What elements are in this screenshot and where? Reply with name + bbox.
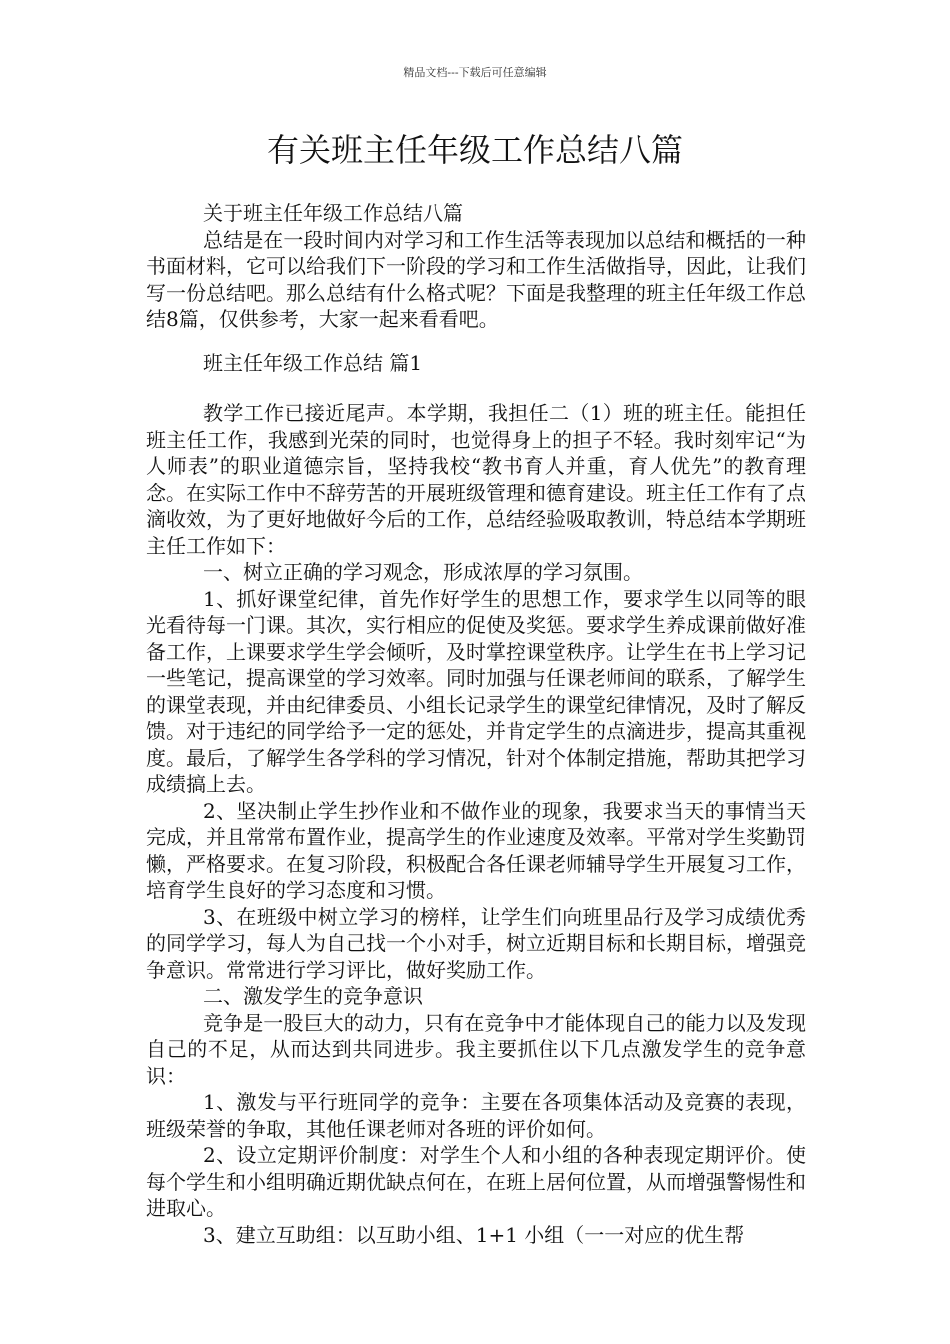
body-heading-1: 一、树立正确的学习观念，形成浓厚的学习氛围。 <box>203 560 643 584</box>
body-paragraph: 2、设立定期评价制度：对学生个人和小组的各种表现定期评价。使每个学生和小组明确近期优缺点何在，在班上居何位置，从而增强警惕性和进取心。 <box>146 1143 806 1220</box>
body-heading-2: 二、激发学生的竞争意识 <box>203 984 423 1008</box>
intro-block <box>146 200 806 333</box>
document-title: 有关班主任年级工作总结八篇 <box>266 131 683 169</box>
body-paragraph: 竞争是一股巨大的动力，只有在竞争中才能体现自己的能力以及发现自己的不足，从而达到共同进步。我主要抓住以下几点激发学生的竞争意识： <box>146 1010 806 1088</box>
body-paragraph: 2、坚决制止学生抄作业和不做作业的现象，我要求当天的事情当天完成，并且常常布置作业，提高学生的作业速度及效率。平常对学生奖勤罚懒，严格要求。在复习阶段，积极配合各任课老师辅导学生开展复习工作，培育学生良好的学习态度和习惯。 <box>146 798 806 902</box>
body-paragraph: 教学工作已接近尾声。本学期，我担任二（1）班的班主任。能担任班主任工作，我感到光荣的同时，也觉得身上的担子不轻。我时刻牢记“为人师表”的职业道德宗旨，坚持我校“教书育人并重，育人优先”的教育理念。在实际工作中不辞劳苦的开展班级管理和德育建设。班主任工作有了点滴收效，为了更好地做好今后的工作，总结经验吸取教训，特总结本学期班主任工作如下： <box>146 401 806 558</box>
intro-subtitle: 关于班主任年级工作总结八篇 <box>203 201 463 225</box>
intro-paragraph: 总结是在一段时间内对学习和工作生活等表现加以总结和概括的一种书面材料，它可以给我们下一阶段的学习和工作生活做指导，因此，让我们写一份总结吧。那么总结有什么格式呢？下面是我整理的班主任年级工作总结8篇，仅供参考，大家一起来看看吧。 <box>146 227 806 331</box>
section-body <box>146 400 806 1248</box>
body-paragraph: 3、在班级中树立学习的榜样，让学生们向班里品行及学习成绩优秀的同学学习，每人为自己找一个小对手，树立近期目标和长期目标，增强竞争意识。常常进行学习评比，做好奖励工作。 <box>146 904 806 982</box>
body-paragraph: 1、抓好课堂纪律，首先作好学生的思想工作，要求学生以同等的眼光看待每一门课。其次，实行相应的促使及奖惩。要求学生养成课前做好准备工作，上课要求学生学会倾听，及时掌控课堂秩序。让学生在书上学习记一些笔记，提高课堂的学习效率。同时加强与任课老师间的联系，了解学生的课堂表现，并由纪律委员、小组长记录学生的课堂纪律情况，及时了解反馈。对于违纪的同学给予一定的惩处，并肯定学生的点滴进步，提高其重视度。最后，了解学生各学科的学习情况，针对个体制定措施，帮助其把学习成绩搞上去。 <box>146 586 806 796</box>
body-paragraph: 1、激发与平行班同学的竞争：主要在各项集体活动及竞赛的表现，班级荣誉的争取，其他任课老师对各班的评价如何。 <box>146 1090 806 1141</box>
header-note: 精品文档---下载后可任意编辑 <box>403 66 547 79</box>
section-heading: 班主任年级工作总结 篇1 <box>203 351 423 375</box>
body-paragraph: 3、建立互助组：以互助小组、1+1 小组（一一对应的优生帮 <box>203 1222 745 1247</box>
